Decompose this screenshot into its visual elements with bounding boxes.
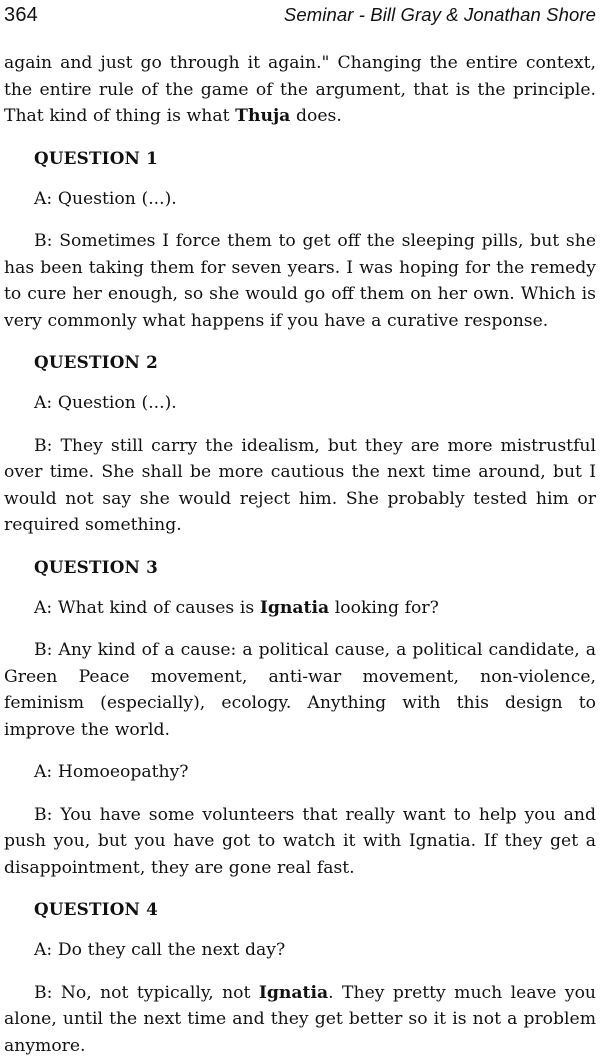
answer-text (4, 980, 596, 1059)
answer-text: B: Sometimes I force them to get off the sleeping pills, but she has been taking them for seven years. I was hoping for the remedy to cure her enough, so she would go off them on her own. Which is very commonly what happens if you have a curative response. (4, 228, 596, 334)
page-number: 364 (4, 4, 38, 27)
question-heading: QUESTION 2 (34, 350, 596, 374)
paragraph-text: A: What kind of causes is (34, 598, 260, 618)
question-heading: QUESTION 3 (34, 555, 596, 579)
question-text: A: Question (...). (4, 390, 596, 417)
question-heading: QUESTION 4 (34, 897, 596, 921)
remedy-name: Thuja (235, 106, 290, 126)
paragraph-text: . They pretty much leave you alone, until the next time and they get better so it is not a problem anymore. (4, 983, 596, 1056)
question-text: A: Do they call the next day? (4, 937, 596, 964)
answer-text: B: Any kind of a cause: a political cause, a political candidate, a Green Peace movement, anti-war movement, non-violence, feminism (especially), ecology. Anything with this design to improve the world. (4, 637, 596, 743)
question-text: A: Homoeopathy? (4, 759, 596, 786)
question-heading: QUESTION 1 (34, 146, 596, 170)
answer-text: B: They still carry the idealism, but they are more mistrustful over time. She shall be more cautious the next time around, but I would not say she would reject him. She probably tested him or required something. (4, 433, 596, 539)
page-body (4, 50, 596, 1059)
running-head: Seminar - Bill Gray & Jonathan Shore (284, 4, 596, 26)
answer-text: B: You have some volunteers that really want to help you and push you, but you have got to watch it with Ignatia. If they get a disappointment, they are gone real fast. (4, 802, 596, 882)
page-header (4, 4, 596, 34)
paragraph-text: does. (290, 106, 341, 126)
paragraph-text: again and just go through it again." Changing the entire context, the entire rule of the game of the argument, that is the principle. That kind of thing is what (4, 53, 596, 126)
paragraph-continuation (4, 50, 596, 130)
remedy-name: Ignatia (260, 598, 329, 618)
paragraph-text: looking for? (329, 598, 439, 618)
remedy-name: Ignatia (259, 983, 328, 1003)
paragraph-text: B: No, not typically, not (34, 983, 259, 1003)
question-text (4, 595, 596, 622)
question-text: A: Question (...). (4, 186, 596, 213)
